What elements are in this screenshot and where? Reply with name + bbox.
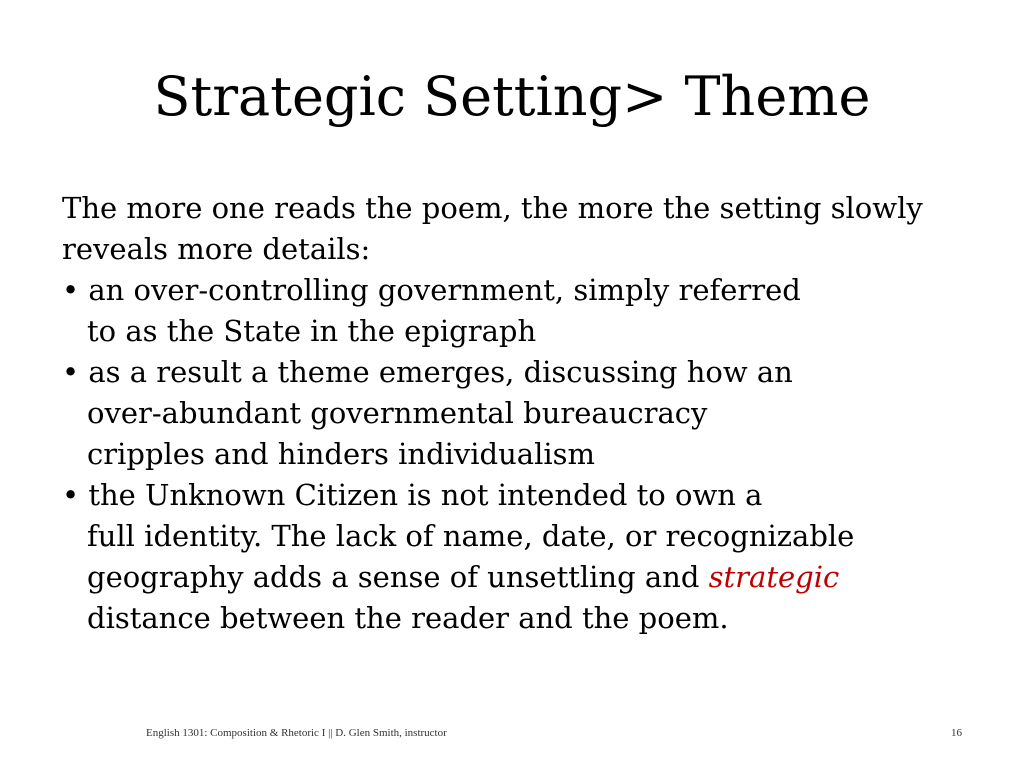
slide-title: Strategic Setting> Theme [153,65,871,128]
bullet-2-continuation: cripples and hinders individualism [87,437,596,471]
bullet-3 [62,475,982,516]
bullet-2 [62,352,982,393]
slide-body [62,188,982,639]
bullet-3-continuation [62,557,982,598]
bullet-2-text: as a result a theme emerges, discussing how an [88,355,793,389]
bullet-3-continuation: distance between the reader and the poem. [87,601,729,635]
intro-line-1: The more one reads the poem, the more the setting slowly [62,191,923,225]
intro-line-2: reveals more details: [62,232,371,266]
bullet-3-emph-prefix: geography adds a sense of unsettling and [87,560,709,594]
bullet-3-continuation: full identity. The lack of name, date, or recognizable [87,519,855,553]
bullet-marker: • [62,273,80,307]
bullet-1-continuation: to as the State in the epigraph [87,314,537,348]
bullet-1-text: an over-controlling government, simply referred [88,273,801,307]
slide-footer: English 1301: Composition & Rhetoric I || D. Glen Smith, instructor [146,727,447,739]
bullet-marker: • [62,355,80,389]
emphasis-word: strategic [708,560,840,594]
bullet-2-continuation: over-abundant governmental bureaucracy [87,396,708,430]
bullet-1 [62,270,982,311]
bullet-marker: • [62,478,80,512]
bullet-3-text: the Unknown Citizen is not intended to own a [88,478,763,512]
page-number: 16 [951,727,962,739]
